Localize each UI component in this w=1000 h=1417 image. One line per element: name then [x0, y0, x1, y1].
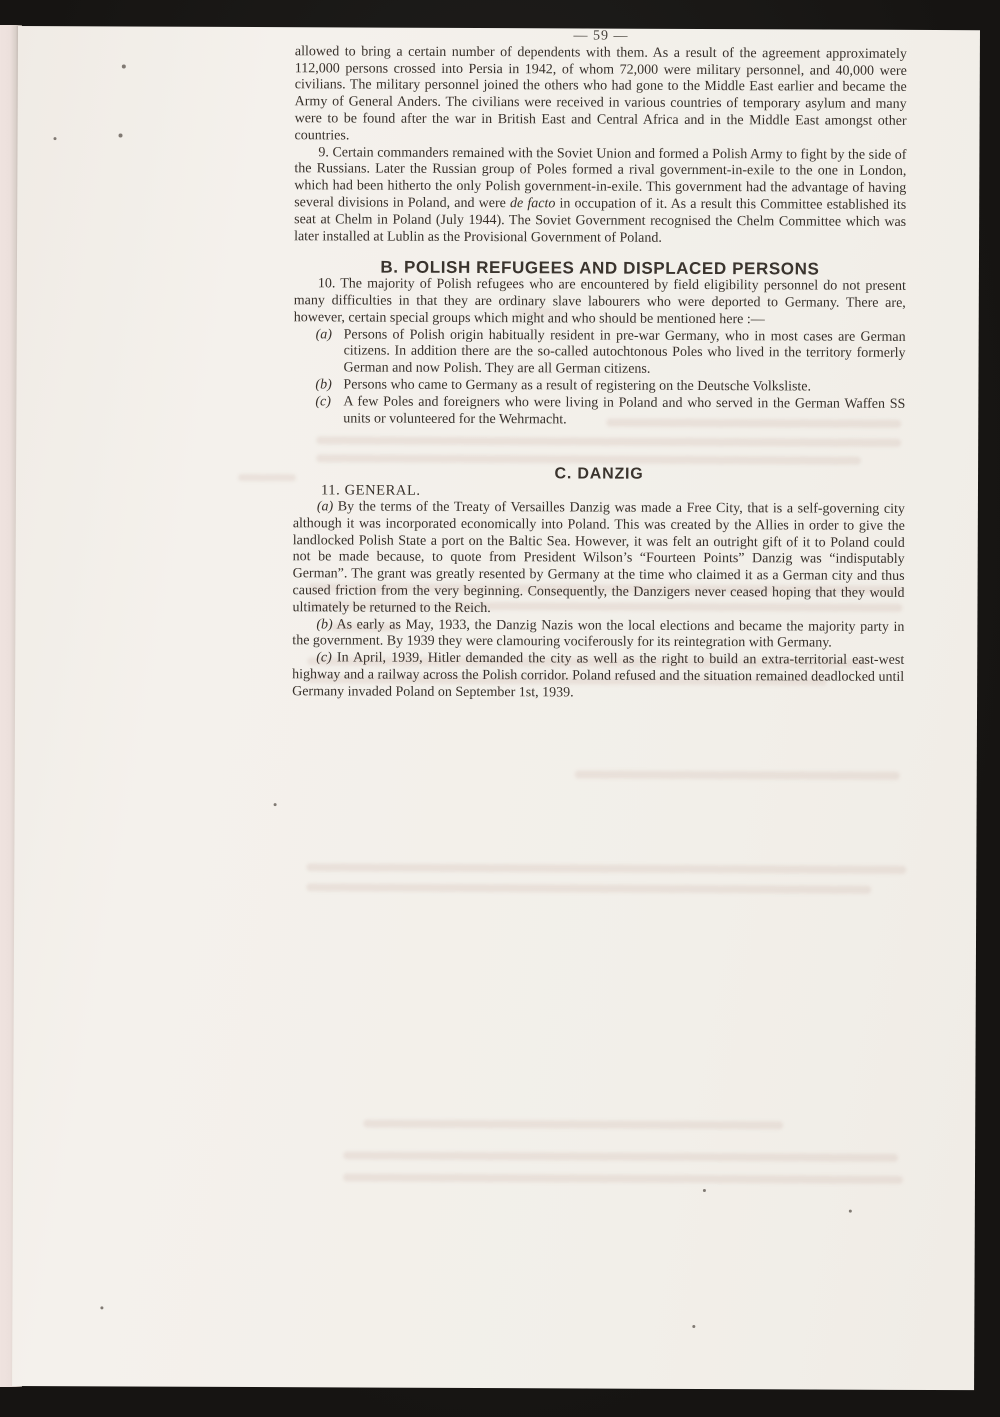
body-paragraph — [292, 617, 904, 653]
paragraph-9-text: 9. Certain commanders remained with the Soviet Union and formed a Polish Army to fight by the side of the Russians. Later the Russian group of Poles formed a rival government-in-exile to the one in London, which had been hitherto the only Polish government-in-exile. This government had the advantage of having several divisions in Poland, and were — [294, 144, 907, 212]
bleed-through-artifact — [343, 1151, 898, 1161]
bleed-through-artifact — [306, 863, 906, 874]
page-number: — 59 — — [573, 28, 629, 44]
body-paragraph — [292, 499, 905, 619]
body-paragraph-continuation: allowed to bring a certain number of dependents with them. As a result of the agreement approximately 112,000 persons crossed into Persia in 1942, of whom 72,000 were military personnel, and 40,000 were civilians. The military personnel joined the others who had gone to the Middle East earlier and became the Army of General Anders. The civilians were received in various countries of temporary asylum and many were to be found after the war in British East and Central Africa and in the Middle East amongst other countries. — [294, 44, 907, 144]
list-item-marker: (c) — [315, 394, 331, 410]
paragraph-text: By the terms of the Treaty of Versailles Danzig was made a Free City, that is a self-governing city although it was incorporated economically into Poland. This was created by the Allies in order to give the landlocked Polish State a port on the Baltic Sea. However, it was felt an outright gift of it to Poland could not be made because, to quote from President Wilson’s “Fourteen Points” Danzig was “indisputably German”. The grant was greatly resented by Germany at the time who claimed it as a German city and thus caused friction from the very beginning. Consequently, the Danzigers never ceased hoping that they would ultimately be returned to the Reich. — [292, 499, 905, 616]
paper-speck — [100, 1306, 103, 1309]
bleed-through-artifact — [343, 1173, 903, 1183]
body-paragraph-10: 10. The majority of Polish refugees who are encountered by field eligibility personnel do not present many difficulties in that they are ordinary slave labourers who were deported to Germany. There are, however, certain special groups which might and who should be mentioned here :— — [293, 276, 906, 328]
text-column — [292, 27, 907, 703]
bleed-through-artifact — [306, 883, 871, 893]
list-item-marker: (a) — [315, 326, 333, 342]
subsection-heading-11-general: 11. GENERAL. — [320, 482, 421, 499]
list-item-text: Persons who came to Germany as a result of registering on the Deutsche Volksliste. — [343, 377, 812, 395]
section-heading-b: B. POLISH REFUGEES AND DISPLACED PERSONS — [380, 257, 820, 279]
list-item-marker: (b) — [315, 377, 332, 393]
document-page — [12, 26, 980, 1390]
paper-speck — [119, 133, 123, 137]
paper-speck — [692, 1325, 695, 1328]
list-item — [293, 394, 905, 430]
paper-speck — [703, 1189, 706, 1192]
paragraph-marker: (c) — [316, 650, 332, 666]
body-paragraph-9 — [294, 145, 906, 248]
paragraph-9-italic-phrase: de facto — [509, 196, 556, 212]
bleed-through-artifact — [363, 1120, 783, 1130]
danzig-general-paragraphs — [292, 499, 905, 703]
paragraph-text: In April, 1939, Hitler demanded the city as well as the right to build an extra-territorial east-west highway and a railway across the Polish corridor. Poland refused and the situation remained deadlocked until Germany invaded Poland on September 1st, 1939. — [292, 650, 905, 701]
paper-speck — [54, 137, 57, 140]
paper-speck — [122, 64, 126, 68]
paragraph-9-text-after: in occupation of it. As a result this Committee established its seat at Chelm in Poland (July 1944). The Soviet Government recognised the Chelm Committee which was later installed at Lublin as the Provisional Government of Poland. — [294, 196, 907, 246]
bleed-through-artifact — [575, 770, 900, 779]
paper-speck — [849, 1210, 852, 1213]
paragraph-marker: (a) — [316, 499, 334, 515]
list-item-text: Persons of Polish origin habitually resident in pre-war Germany, who in most cases are German citizens. In addition there are the so-called autochtonous Poles who lived in the territory formerly German and now Polish. They are all German citizens. — [343, 326, 906, 377]
paragraph-marker: (b) — [316, 616, 333, 632]
list-item — [293, 327, 905, 380]
bleed-through-artifact — [238, 474, 296, 481]
section-heading-c: C. DANZIG — [554, 465, 644, 484]
body-paragraph — [292, 650, 904, 703]
paragraph-text: As early as May, 1933, the Danzig Nazis won the local elections and became the majority party in the government. By 1939 they were clamouring vociferously for its reintegration with Germany. — [292, 616, 905, 651]
list-item-text: A few Poles and foreigners who were living in Poland and who served in the German Waffen SS units or volunteered for the Wehrmacht. — [343, 394, 906, 427]
refugee-special-groups-list — [293, 327, 905, 430]
paper-speck — [274, 803, 277, 806]
